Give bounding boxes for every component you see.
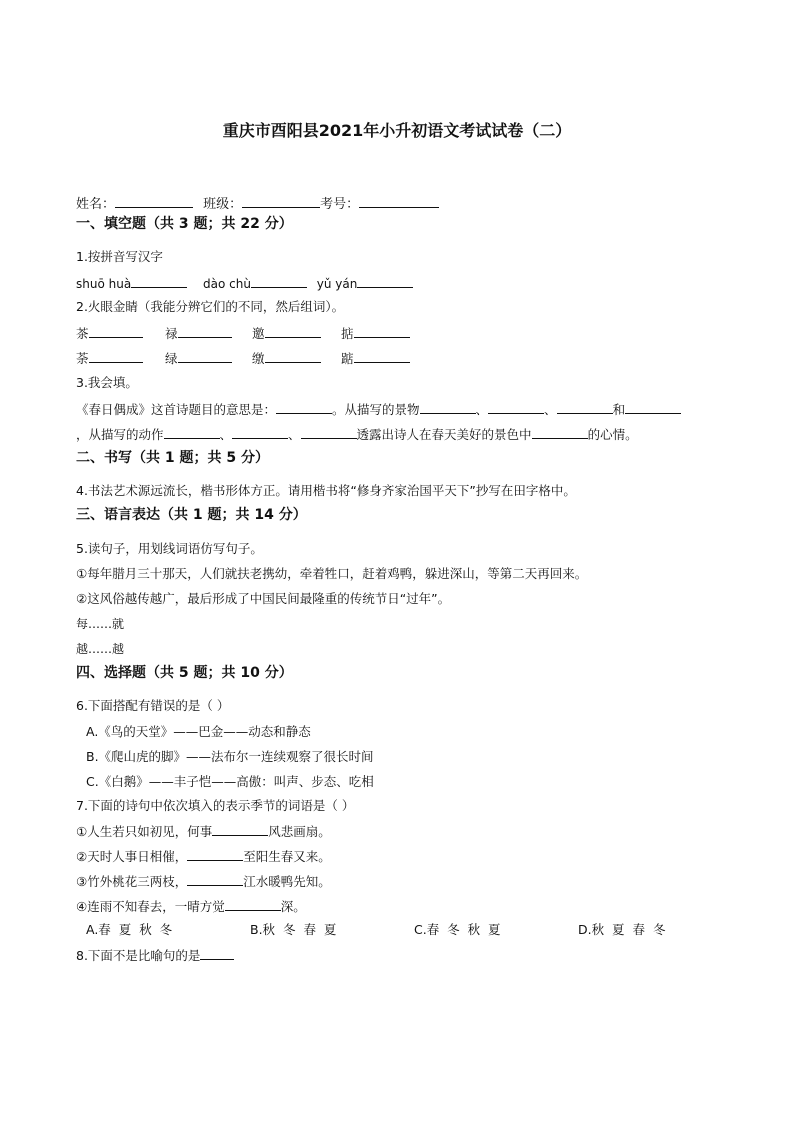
- pattern-prompt: 每……就: [76, 617, 125, 631]
- pinyin: yǔ yán: [316, 277, 358, 291]
- poem-line: ③竹外桃花三两枝， 江水暖鸭先知。: [76, 874, 331, 889]
- poem-line: ④连雨不知春去，一晴方觉 深。: [76, 899, 306, 914]
- question-stem: 1.按拼音写汉字: [76, 249, 163, 264]
- section-heading: 二、书写（共 1 题；共 5 分）: [76, 450, 269, 466]
- answer-blank[interactable]: [232, 426, 288, 439]
- char-cell: 禄: [165, 325, 232, 342]
- choice-option[interactable]: B.秋 冬 春 夏: [250, 922, 337, 937]
- example-sentence: ②这风俗越传越广，最后形成了中国民间最隆重的传统节日“过年”。: [76, 591, 451, 606]
- pinyin-row: [76, 275, 413, 292]
- name-label: 姓名：: [76, 197, 116, 212]
- answer-blank[interactable]: [532, 426, 588, 439]
- question-stem: 2.火眼金睛（我能分辨它们的不同，然后组词）。: [76, 299, 345, 314]
- section-heading: 三、语言表达（共 1 题；共 14 分）: [76, 507, 307, 523]
- exam-no-label: 考号：: [320, 197, 360, 212]
- question-stem: 6.下面搭配有错误的是（ ）: [76, 698, 230, 713]
- char-cell: 荼: [76, 350, 143, 367]
- answer-blank[interactable]: [225, 898, 281, 911]
- answer-blank[interactable]: [164, 426, 220, 439]
- choice-option[interactable]: C.《白鹅》——丰子恺——高傲：叫声、步态、吃相: [86, 774, 374, 789]
- char-cell: 邀: [252, 325, 321, 342]
- answer-blank[interactable]: [178, 350, 232, 363]
- student-info-row: [76, 194, 439, 213]
- question-stem: 8.下面不是比喻句的是: [76, 947, 234, 964]
- answer-blank[interactable]: [357, 275, 413, 288]
- exam-no-field[interactable]: [359, 194, 439, 208]
- char-cell: 缴: [252, 350, 321, 367]
- answer-blank[interactable]: [89, 350, 143, 363]
- section-heading: 四、选择题（共 5 题；共 10 分）: [76, 665, 293, 681]
- answer-blank[interactable]: [251, 275, 307, 288]
- answer-blank[interactable]: [557, 401, 613, 414]
- answer-blank[interactable]: [488, 401, 544, 414]
- answer-blank[interactable]: [212, 823, 268, 836]
- poem-line: ①人生若只如初见，何事 风悲画扇。: [76, 824, 331, 839]
- question-stem: 7.下面的诗句中依次填入的表示季节的词语是（ ）: [76, 798, 355, 813]
- char-cell: 踮: [341, 350, 410, 367]
- section-heading: 一、填空题（共 3 题；共 22 分）: [76, 216, 293, 232]
- pinyin: shuō huà: [76, 277, 132, 291]
- answer-blank[interactable]: [187, 848, 243, 861]
- class-field[interactable]: [242, 194, 320, 208]
- answer-blank[interactable]: [420, 401, 476, 414]
- answer-blank[interactable]: [301, 426, 357, 439]
- choice-option[interactable]: C.春 冬 秋 夏: [414, 922, 501, 937]
- answer-blank[interactable]: [200, 947, 234, 960]
- question-stem: 5.读句子，用划线词语仿写句子。: [76, 541, 263, 556]
- pattern-prompt: 越……越: [76, 642, 125, 656]
- char-cell: 茶: [76, 325, 143, 342]
- answer-blank[interactable]: [131, 275, 187, 288]
- example-sentence: ①每年腊月三十那天，人们就扶老携幼，牵着牲口，赶着鸡鸭，躲进深山，等第二天再回来。: [76, 566, 588, 581]
- answer-blank[interactable]: [89, 325, 143, 338]
- fill-line: 《春日偶成》这首诗题目的意思是： 。从描写的景物 、 、 和: [76, 401, 681, 418]
- fill-line: ，从描写的动作 、 、 透露出诗人在春天美好的景色中 的心情。: [76, 427, 638, 442]
- answer-blank[interactable]: [354, 350, 410, 363]
- answer-blank[interactable]: [354, 325, 410, 338]
- choice-option[interactable]: A.春 夏 秋 冬: [86, 922, 173, 937]
- answer-blank[interactable]: [276, 401, 332, 414]
- answer-blank[interactable]: [178, 325, 232, 338]
- answer-blank[interactable]: [625, 401, 681, 414]
- name-field[interactable]: [115, 194, 193, 208]
- question-stem: 3.我会填。: [76, 375, 138, 390]
- pinyin: dào chù: [203, 277, 251, 291]
- question-stem: 4.书法艺术源远流长，楷书形体方正。请用楷书将“修身齐家治国平天下”抄写在田字格中。: [76, 483, 576, 498]
- poem-line: ②天时人事日相催， 至阳生春又来。: [76, 849, 331, 864]
- choice-option[interactable]: D.秋 夏 春 冬: [578, 922, 666, 937]
- char-cell: 掂: [341, 325, 410, 342]
- char-cell: 绿: [165, 350, 232, 367]
- choice-option[interactable]: A.《鸟的天堂》——巴金——动态和静态: [86, 724, 311, 739]
- class-label: 班级：: [203, 197, 243, 212]
- answer-blank[interactable]: [265, 350, 321, 363]
- answer-blank[interactable]: [187, 873, 243, 886]
- answer-blank[interactable]: [265, 325, 321, 338]
- choice-option[interactable]: B.《爬山虎的脚》——法布尔一连续观察了很长时间: [86, 749, 374, 764]
- page-title: 重庆市酉阳县2021年小升初语文考试试卷（二）: [222, 121, 572, 140]
